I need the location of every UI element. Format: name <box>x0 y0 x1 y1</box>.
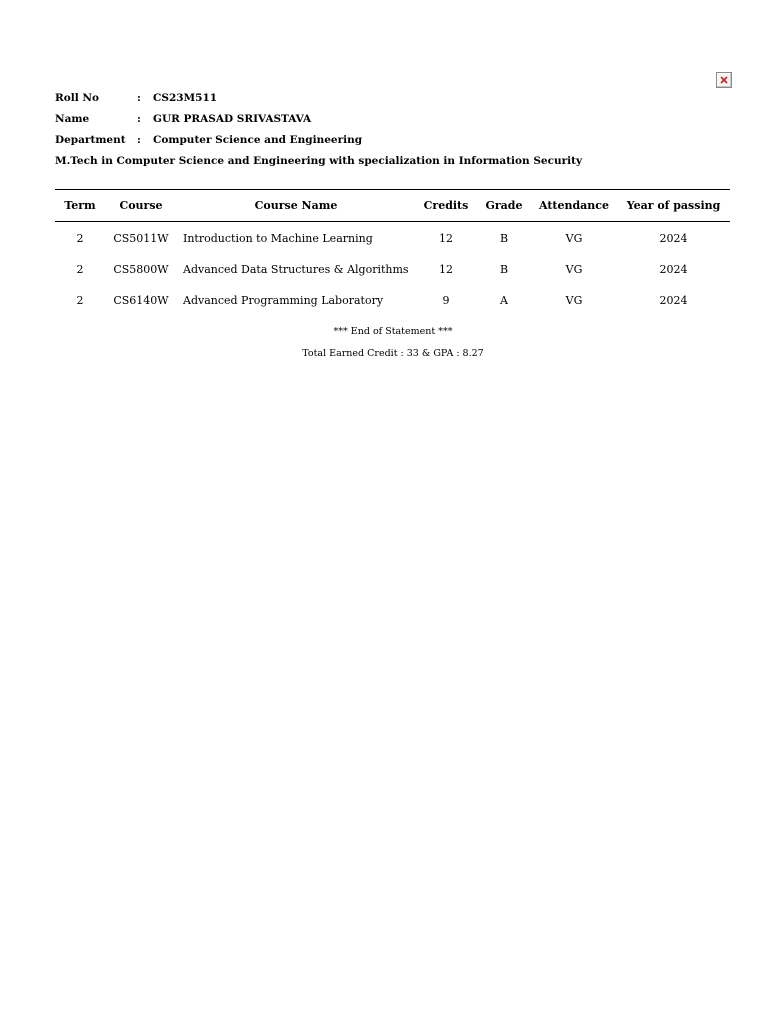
cell-credits: 9 <box>442 294 450 307</box>
cell-grade: B <box>499 263 509 276</box>
header-course-name: Course Name <box>177 190 415 222</box>
header-credits: Credits <box>415 190 477 222</box>
cell-term: 2 <box>76 294 84 307</box>
roll-no-row <box>55 90 582 111</box>
program-title: M.Tech in Computer Science and Engineering with specialization in Information Security <box>55 155 583 167</box>
table-row <box>55 285 730 316</box>
header-attendance: Attendance <box>531 190 617 222</box>
cell-course: CS5800W <box>113 263 169 276</box>
course-results-table <box>55 189 730 316</box>
end-of-statement: *** End of Statement *** <box>333 326 453 337</box>
name-label: Name <box>55 113 90 125</box>
total-credit-gpa: Total Earned Credit : 33 & GPA : 8.27 <box>302 348 484 359</box>
cell-course-name: Advanced Programming Laboratory <box>183 294 384 307</box>
cell-course-name: Introduction to Machine Learning <box>183 232 373 245</box>
department-row <box>55 132 582 153</box>
department-label: Department <box>55 134 126 146</box>
cell-year: 2024 <box>659 232 688 245</box>
cell-course: CS6140W <box>113 294 169 307</box>
separator: : <box>137 92 141 104</box>
table-header-row <box>55 190 730 222</box>
cell-grade: A <box>500 294 508 307</box>
table-row <box>55 254 730 285</box>
name-value: GUR PRASAD SRIVASTAVA <box>153 113 312 125</box>
cell-term: 2 <box>76 263 84 276</box>
cell-course: CS5011W <box>113 232 169 245</box>
header-term: Term <box>55 190 105 222</box>
cell-attendance: VG <box>565 294 583 307</box>
cell-grade: B <box>499 232 509 245</box>
header-year-of-passing: Year of passing <box>617 190 730 222</box>
broken-image-icon <box>716 72 732 88</box>
separator: : <box>137 113 141 125</box>
name-row <box>55 111 582 132</box>
roll-no-label: Roll No <box>55 92 99 104</box>
roll-no-value: CS23M511 <box>153 92 218 104</box>
cell-term: 2 <box>76 232 84 245</box>
cell-credits: 12 <box>439 232 453 245</box>
header-grade: Grade <box>477 190 531 222</box>
cell-year: 2024 <box>659 294 688 307</box>
header-course: Course <box>105 190 177 222</box>
department-value: Computer Science and Engineering <box>153 134 363 146</box>
cell-year: 2024 <box>659 263 688 276</box>
table-row <box>55 222 730 255</box>
cell-attendance: VG <box>565 263 583 276</box>
cell-attendance: VG <box>565 232 583 245</box>
cell-course-name: Advanced Data Structures & Algorithms <box>183 263 409 276</box>
student-info <box>55 90 582 174</box>
cell-credits: 12 <box>439 263 453 276</box>
separator: : <box>137 134 141 146</box>
